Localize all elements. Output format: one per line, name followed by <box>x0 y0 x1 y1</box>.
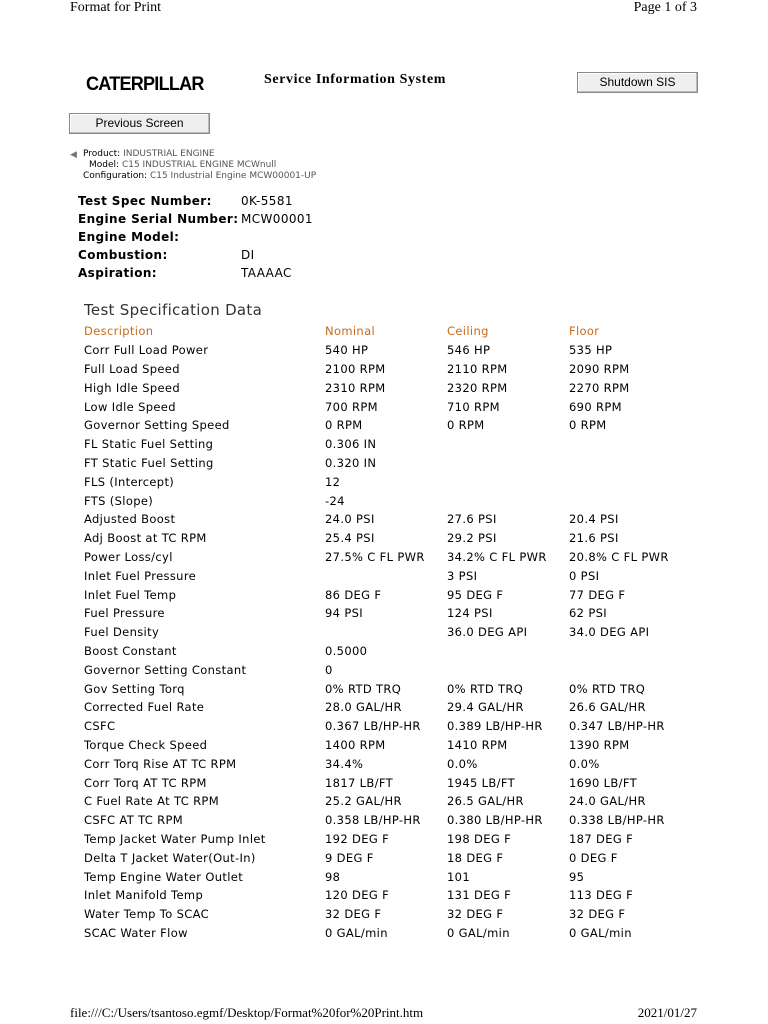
cell-nominal: 1817 LB/FT <box>325 775 394 790</box>
cell-nominal: 0.306 IN <box>325 437 377 452</box>
table-row <box>84 510 689 529</box>
table-row <box>84 529 689 548</box>
cell-ceiling <box>447 491 569 510</box>
cell-floor: 1690 LB/FT <box>569 775 638 790</box>
cell-ceiling: 198 DEG F <box>447 831 512 846</box>
cell-description: Temp Engine Water Outlet <box>84 869 244 884</box>
cell-floor: 0.347 LB/HP-HR <box>569 719 665 734</box>
header-floor: Floor <box>569 324 600 339</box>
cell-floor: 535 HP <box>569 343 613 358</box>
cell-floor: 34.0 DEG API <box>569 625 650 640</box>
cell-floor: 0 GAL/min <box>569 925 632 940</box>
table-title: Test Specification Data <box>84 301 263 319</box>
cell-nominal: 0.358 LB/HP-HR <box>325 813 421 828</box>
table-row <box>84 736 689 755</box>
cell-floor <box>569 491 689 510</box>
cell-ceiling: 1945 LB/FT <box>447 775 516 790</box>
cell-floor: 20.4 PSI <box>569 512 619 527</box>
cell-ceiling: 29.2 PSI <box>447 531 497 546</box>
cell-nominal: 98 <box>325 869 341 884</box>
table-row <box>84 548 689 567</box>
cell-nominal: 700 RPM <box>325 399 378 414</box>
cell-ceiling: 710 RPM <box>447 399 500 414</box>
cell-description: FL Static Fuel Setting <box>84 437 214 452</box>
table-row <box>84 811 689 830</box>
table-row <box>84 754 689 773</box>
spec-label: Aspiration: <box>78 266 157 280</box>
cell-floor: 0 DEG F <box>569 850 618 865</box>
print-footer-url: file:///C:/Users/tsantoso.egmf/Desktop/Format%20for%20Print.htm <box>70 1005 424 1020</box>
cell-description: Fuel Density <box>84 625 160 640</box>
cell-description: Water Temp To SCAC <box>84 907 210 922</box>
print-page-number: Page 1 of 3 <box>633 0 697 15</box>
cell-nominal: 540 HP <box>325 343 369 358</box>
table-row <box>84 472 689 491</box>
cell-nominal: 24.0 PSI <box>325 512 375 527</box>
caterpillar-logo: CATERPILLAR <box>86 74 204 95</box>
breadcrumb-config-value: C15 Industrial Engine MCW00001-UP <box>149 171 317 181</box>
cell-nominal: 27.5% C FL PWR <box>325 549 425 564</box>
header-description: Description <box>84 324 154 339</box>
cell-ceiling: 101 <box>447 869 470 884</box>
cell-nominal: 12 <box>325 474 341 489</box>
cell-nominal: 120 DEG F <box>325 888 390 903</box>
table-row <box>84 378 689 397</box>
cell-ceiling: 0.380 LB/HP-HR <box>447 813 543 828</box>
cell-nominal <box>325 623 447 642</box>
print-header-title: Format for Print <box>70 0 161 15</box>
spec-label: Engine Model: <box>78 230 180 244</box>
cell-nominal: 9 DEG F <box>325 850 374 865</box>
table-row <box>84 642 689 661</box>
cell-nominal: 32 DEG F <box>325 907 382 922</box>
cell-description: Corr Torq Rise AT TC RPM <box>84 756 237 771</box>
cell-floor: 21.6 PSI <box>569 531 619 546</box>
cell-ceiling <box>447 642 569 661</box>
cell-description: FLS (Intercept) <box>84 474 175 489</box>
breadcrumb-model-value: C15 INDUSTRIAL ENGINE MCWnull <box>121 160 277 170</box>
spec-value: TAAAAC <box>241 266 292 280</box>
table-row <box>84 416 689 435</box>
table-row <box>84 867 689 886</box>
cell-ceiling: 36.0 DEG API <box>447 625 528 640</box>
cell-floor: 113 DEG F <box>569 888 634 903</box>
table-row <box>84 585 689 604</box>
spec-value: MCW00001 <box>241 212 313 226</box>
cell-floor: 77 DEG F <box>569 587 626 602</box>
cell-ceiling: 3 PSI <box>447 568 478 583</box>
cell-ceiling: 2110 RPM <box>447 361 508 376</box>
spec-label: Test Spec Number: <box>78 194 212 208</box>
table-row <box>84 773 689 792</box>
table-row <box>84 491 689 510</box>
cell-nominal: 94 PSI <box>325 606 364 621</box>
table-row <box>84 660 689 679</box>
cell-description: SCAC Water Flow <box>84 925 188 940</box>
breadcrumb-config-label: Configuration: <box>83 171 148 181</box>
cell-description: CSFC AT TC RPM <box>84 813 184 828</box>
cell-ceiling: 18 DEG F <box>447 850 504 865</box>
table-row <box>84 435 689 454</box>
breadcrumb-product-value: INDUSTRIAL ENGINE <box>123 149 215 159</box>
cell-floor: 0.0% <box>569 756 600 771</box>
cell-ceiling <box>447 435 569 454</box>
cell-description: Temp Jacket Water Pump Inlet <box>84 831 266 846</box>
table-row <box>84 623 689 642</box>
cell-nominal: 0.367 LB/HP-HR <box>325 719 421 734</box>
cell-description: Fuel Pressure <box>84 606 165 621</box>
table-row <box>84 397 689 416</box>
cell-nominal: 25.2 GAL/HR <box>325 794 402 809</box>
table-row <box>84 341 689 360</box>
header-ceiling: Ceiling <box>447 324 489 339</box>
cell-floor <box>569 642 689 661</box>
cell-nominal: 2100 RPM <box>325 361 386 376</box>
cell-description: Delta T Jacket Water(Out-In) <box>84 850 256 865</box>
cell-ceiling: 0.0% <box>447 756 478 771</box>
cell-floor: 2270 RPM <box>569 380 630 395</box>
cell-nominal: 192 DEG F <box>325 831 390 846</box>
cell-nominal: 34.4% <box>325 756 364 771</box>
cell-floor: 0 PSI <box>569 568 600 583</box>
cell-nominal: 0.320 IN <box>325 455 377 470</box>
spec-value: DI <box>241 248 255 262</box>
cell-description: Corrected Fuel Rate <box>84 700 205 715</box>
header-nominal: Nominal <box>325 324 376 339</box>
cell-floor: 187 DEG F <box>569 831 634 846</box>
cell-description: Torque Check Speed <box>84 737 208 752</box>
cell-description: C Fuel Rate At TC RPM <box>84 794 219 809</box>
page-title: Service Information System <box>264 72 447 87</box>
back-arrow-icon[interactable]: ◀ <box>70 150 77 160</box>
table-row <box>84 566 689 585</box>
table-row <box>84 830 689 849</box>
cell-ceiling: 2320 RPM <box>447 380 508 395</box>
cell-ceiling: 124 PSI <box>447 606 493 621</box>
cell-description: Corr Torq AT TC RPM <box>84 775 207 790</box>
table-row <box>84 604 689 623</box>
cell-floor <box>569 660 689 679</box>
cell-nominal: 28.0 GAL/HR <box>325 700 402 715</box>
cell-nominal: 0 RPM <box>325 418 363 433</box>
cell-floor: 0% RTD TRQ <box>569 681 646 696</box>
cell-description: CSFC <box>84 719 116 734</box>
cell-floor: 26.6 GAL/HR <box>569 700 646 715</box>
cell-floor: 2090 RPM <box>569 361 630 376</box>
table-row <box>84 886 689 905</box>
cell-nominal: 1400 RPM <box>325 737 386 752</box>
cell-description: Inlet Fuel Pressure <box>84 568 197 583</box>
table-row <box>84 848 689 867</box>
cell-ceiling: 27.6 PSI <box>447 512 497 527</box>
cell-floor: 95 <box>569 869 585 884</box>
cell-ceiling: 0 GAL/min <box>447 925 510 940</box>
cell-ceiling: 546 HP <box>447 343 491 358</box>
table-row <box>84 679 689 698</box>
cell-floor <box>569 435 689 454</box>
cell-floor: 24.0 GAL/HR <box>569 794 646 809</box>
cell-description: Governor Setting Speed <box>84 418 230 433</box>
previous-screen-button[interactable]: Previous Screen <box>69 113 210 134</box>
cell-floor: 20.8% C FL PWR <box>569 549 669 564</box>
cell-nominal <box>325 566 447 585</box>
cell-floor <box>569 472 689 491</box>
cell-nominal: 0.5000 <box>325 643 368 658</box>
print-header <box>0 0 768 20</box>
cell-description: Governor Setting Constant <box>84 662 247 677</box>
cell-description: Adjusted Boost <box>84 512 176 527</box>
cell-description: FTS (Slope) <box>84 493 154 508</box>
cell-ceiling: 32 DEG F <box>447 907 504 922</box>
cell-nominal: 25.4 PSI <box>325 531 375 546</box>
breadcrumb-product <box>83 149 316 160</box>
cell-floor: 62 PSI <box>569 606 608 621</box>
cell-floor: 0 RPM <box>569 418 607 433</box>
cell-description: Low Idle Speed <box>84 399 176 414</box>
cell-ceiling: 0 RPM <box>447 418 485 433</box>
cell-description: Full Load Speed <box>84 361 180 376</box>
table-row <box>84 454 689 473</box>
cell-description: Boost Constant <box>84 643 177 658</box>
cell-floor: 690 RPM <box>569 399 622 414</box>
cell-description: Inlet Fuel Temp <box>84 587 177 602</box>
cell-floor: 0.338 LB/HP-HR <box>569 813 665 828</box>
cell-nominal: 86 DEG F <box>325 587 382 602</box>
cell-ceiling: 0.389 LB/HP-HR <box>447 719 543 734</box>
breadcrumb-model <box>83 160 316 171</box>
cell-nominal: 0 GAL/min <box>325 925 388 940</box>
cell-description: Power Loss/cyl <box>84 549 173 564</box>
cell-description: Adj Boost at TC RPM <box>84 531 207 546</box>
table-row <box>84 360 689 379</box>
breadcrumb-product-label: Product: <box>83 149 121 159</box>
cell-description: High Idle Speed <box>84 380 181 395</box>
cell-description: Gov Setting Torq <box>84 681 185 696</box>
cell-ceiling: 26.5 GAL/HR <box>447 794 524 809</box>
cell-description: FT Static Fuel Setting <box>84 455 214 470</box>
cell-nominal: 2310 RPM <box>325 380 386 395</box>
cell-nominal: -24 <box>325 493 345 508</box>
cell-ceiling: 29.4 GAL/HR <box>447 700 524 715</box>
breadcrumb-configuration <box>83 171 316 182</box>
cell-ceiling: 95 DEG F <box>447 587 504 602</box>
print-footer-date: 2021/01/27 <box>637 1005 697 1020</box>
cell-ceiling <box>447 472 569 491</box>
table-row <box>84 717 689 736</box>
spec-value: 0K-5581 <box>241 194 293 208</box>
cell-ceiling: 34.2% C FL PWR <box>447 549 547 564</box>
table-row <box>84 792 689 811</box>
cell-nominal: 0 <box>325 662 333 677</box>
shutdown-sis-button[interactable]: Shutdown SIS <box>577 72 698 93</box>
cell-description: Corr Full Load Power <box>84 343 209 358</box>
test-spec-table <box>84 322 689 942</box>
cell-floor: 32 DEG F <box>569 907 626 922</box>
table-header-row <box>84 322 689 341</box>
spec-label: Combustion: <box>78 248 168 262</box>
cell-floor: 1390 RPM <box>569 737 630 752</box>
table-row <box>84 905 689 924</box>
cell-nominal: 0% RTD TRQ <box>325 681 402 696</box>
cell-ceiling: 131 DEG F <box>447 888 512 903</box>
cell-ceiling <box>447 454 569 473</box>
table-row <box>84 924 689 943</box>
cell-ceiling: 0% RTD TRQ <box>447 681 524 696</box>
cell-description: Inlet Manifold Temp <box>84 888 204 903</box>
breadcrumb-model-label: Model: <box>89 160 120 170</box>
cell-ceiling <box>447 660 569 679</box>
spec-label: Engine Serial Number: <box>78 212 239 226</box>
cell-ceiling: 1410 RPM <box>447 737 508 752</box>
cell-floor <box>569 454 689 473</box>
table-row <box>84 698 689 717</box>
